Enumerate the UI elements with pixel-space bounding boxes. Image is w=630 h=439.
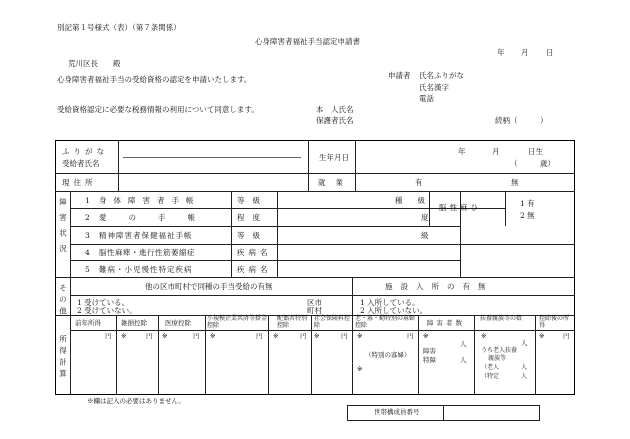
elderly-nin: 人 — [521, 364, 528, 371]
cerebral-no: 2 無 — [520, 211, 535, 220]
employment-header: 就業 — [318, 178, 353, 187]
income-header-small-enterprise: 小規模企業共済等掛金控除 — [207, 315, 268, 329]
small-enterprise-kome: ※ — [210, 332, 216, 340]
specified-nin: 人 — [521, 373, 528, 380]
disabled-person: 障害 — [423, 347, 436, 355]
disability-row-4-kind: 疾病名 — [237, 248, 272, 257]
spouse-kome: ※ — [273, 332, 279, 340]
other-label: その他 — [58, 284, 68, 319]
facility-option-1: 1 入所している。 — [360, 298, 420, 307]
income-header-misc-loss: 雑損控除 — [121, 319, 147, 327]
household-number-box[interactable] — [347, 405, 540, 421]
income-header-after-deduction: 控除後の所得 — [539, 315, 570, 329]
after-deduction-kome: ※ — [539, 332, 545, 340]
grade-kyu-mental: 級 — [421, 231, 429, 240]
self-name-label: 本 人氏名 — [316, 105, 354, 114]
consent-text: 受給資格認定に必要な税務情報の利用について同意します。 — [57, 105, 259, 114]
employment-no: 無 — [511, 178, 519, 187]
misc-loss-kome: ※ — [121, 332, 127, 340]
household-number-label: 世帯構成員番号 — [374, 408, 420, 416]
disability-row-3-name: 精神障害者保健福祉手帳 — [99, 231, 193, 240]
kanji-label: 氏名漢字 — [419, 83, 449, 92]
other-allowance-option-2: 2 受けていない。 — [77, 306, 137, 315]
disability-row-1-kind: 等級 — [237, 196, 268, 205]
age-open: （ — [510, 159, 518, 168]
misc-loss-yen: 円 — [146, 332, 153, 340]
social-insurance-yen: 円 — [341, 332, 348, 340]
disability-row-5-no: 5 — [85, 265, 90, 274]
special-widow: （特別の寡婦） — [365, 351, 411, 359]
disability-row-3-no: 3 — [85, 231, 90, 240]
birth-year: 年 — [458, 147, 466, 156]
income-header-spouse: 配偶者特別控除 — [277, 315, 308, 329]
disability-row-1-no: 1 — [85, 196, 90, 205]
medical-yen: 円 — [193, 332, 200, 340]
applicant-label: 申請者 — [388, 71, 411, 80]
disabled-nin: 人 — [460, 340, 467, 348]
footnote: ※欄は記入の必要はありません。 — [87, 397, 185, 405]
date-day: 日 — [546, 48, 554, 57]
disability-row-5-kind: 疾病名 — [237, 265, 272, 274]
widow-yen: 円 — [407, 332, 414, 340]
furigana-header: ふりがな — [62, 147, 108, 156]
dependents-note-2: 親族等 — [488, 355, 507, 362]
facility-title: 施設入所の有無 — [385, 282, 494, 291]
other-allowance-option-1: 1 受けている。 — [77, 298, 130, 307]
other-allowance-title: 他の区市町村で同種の手当受給の有無 — [145, 282, 273, 291]
form-title: 心身障害者福祉手当認定申請書 — [255, 37, 360, 46]
disability-row-1-name: 身体障害者手帳 — [99, 196, 201, 205]
dependents-nin: 人 — [521, 339, 528, 347]
income-header-disabled-count: 障害者数 — [427, 319, 465, 327]
disability-row-3-kind: 等級 — [237, 231, 268, 240]
municipality-label-2: 町村 — [307, 306, 322, 315]
municipality-label-1: 区市 — [307, 298, 322, 307]
income-label: 所得計算 — [58, 335, 68, 381]
special-disabled-nin: 人 — [460, 356, 467, 364]
grade-do: 度 — [421, 213, 429, 222]
income-header-widow: 老・寡・勤特別の寡婦控除 — [355, 315, 416, 329]
dependents-note-1: うち老人扶養 — [481, 347, 518, 354]
application-table — [55, 140, 575, 395]
specified-count: （特定 — [481, 373, 500, 380]
disability-row-2-kind: 程度 — [237, 213, 268, 222]
application-text: 心身障害者福祉手当の受給資格の認定を申請いたします。 — [57, 75, 252, 84]
address-header: 現住所 — [62, 178, 97, 187]
disability-row-2-name: 愛の手帳 — [99, 213, 217, 222]
guardian-name-label: 保護者氏名 — [316, 116, 354, 125]
phone-label: 電話 — [419, 94, 434, 103]
disability-row-4-name: 脳性麻痺・進行性筋萎縮症 — [99, 248, 195, 257]
income-header-social-insurance: 社会保険料控除 — [314, 315, 351, 329]
date-year: 年 — [497, 48, 505, 57]
facility-option-2: 2 入所していない。 — [360, 306, 428, 315]
employment-yes: 有 — [415, 178, 423, 187]
medical-kome: ※ — [162, 332, 168, 340]
disabled-kome: ※ — [423, 332, 429, 340]
cerebral-yes: 1 有 — [520, 199, 535, 208]
birth-date-header: 生年月日 — [319, 153, 349, 162]
relationship-label: 続柄（ ） — [495, 116, 548, 125]
disability-row-4-no: 4 — [85, 248, 90, 257]
special-disabled-person: 特障 — [423, 356, 436, 364]
disability-row-5-name: 難病・小児慢性特定疾病 — [99, 265, 193, 274]
disability-label: 障害状況 — [58, 198, 68, 260]
date-month: 月 — [521, 48, 529, 57]
grade-kyu: 種 級 — [395, 196, 425, 205]
furigana-underline — [123, 157, 301, 158]
dependents-kome: ※ — [481, 332, 487, 340]
social-insurance-kome: ※ — [314, 332, 320, 340]
disability-row-2-no: 2 — [85, 213, 90, 222]
form-reference: 別記第１号様式（表）（第７条関係） — [57, 23, 181, 32]
cerebral-palsy-header: 脳性麻ひ — [439, 203, 481, 212]
furigana-label: 氏名ふりがな — [419, 71, 464, 80]
addressee: 荒川区長 殿 — [68, 59, 121, 68]
widow-kome-1: ※ — [357, 332, 363, 340]
income-header-dependents: 扶養親族等の数 — [480, 315, 523, 322]
widow-kome-2: ※ — [357, 365, 363, 373]
elderly-count: （老人 — [481, 364, 500, 371]
prev-income-yen: 円 — [105, 332, 112, 340]
spouse-yen: 円 — [300, 332, 307, 340]
after-deduction-yen: 円 — [563, 332, 570, 340]
birth-day: 日生 — [528, 147, 543, 156]
income-header-medical: 医療控除 — [165, 319, 191, 327]
income-header-prev-income: 前年所得 — [75, 319, 101, 327]
age-close: 歳） — [540, 159, 555, 168]
small-enterprise-yen: 円 — [256, 332, 263, 340]
recipient-name-header: 受給者氏名 — [62, 159, 100, 168]
birth-month: 月 — [492, 147, 500, 156]
